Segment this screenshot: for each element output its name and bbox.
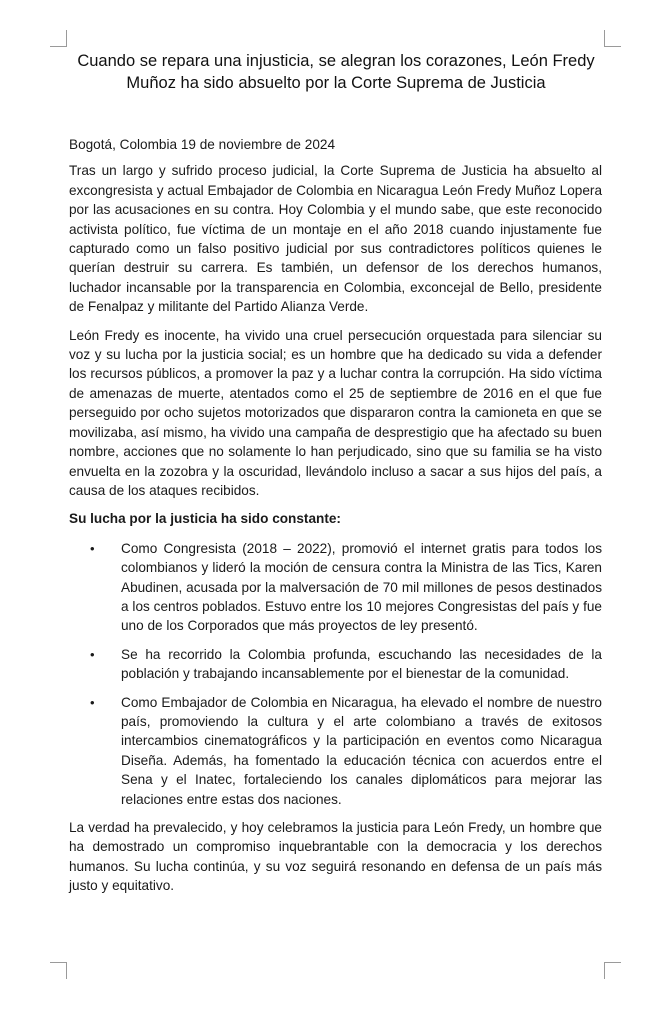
bullet-icon: • [90, 694, 95, 710]
list-item [90, 693, 602, 809]
section-subheading: Su lucha por la justicia ha sido constante: [69, 511, 341, 527]
document-body [69, 135, 602, 905]
paragraph-persecution: León Fredy es inocente, ha vivido una cruel persecución orquestada para silenciar su voz y su lucha por la justicia social; es un hombre que ha dedicado su vida a defender los recursos públicos, a promover la paz y a luchar contra la corrupción. Ha sido víctima de amenazas de muerte, atentados como el 25 de septiembre de 2016 en el que fue perseguido por ocho sujetos motorizados que dispararon contra la camioneta en que se movilizaba, así mismo, ha vivido una campaña de desprestigio que ha afectado su buen nombre, acciones que no solamente lo han perjudicado, sino que su familia se ha visto envuelta en la zozobra y la oscuridad, llevándolo incluso a sacar a sus hijos del país, a causa de los ataques recibidos. [69, 327, 602, 498]
list-item [90, 539, 602, 636]
document-title: Cuando se repara una injusticia, se alegran los corazones, León Fredy Muñoz ha sido absuelto por la Corte Suprema de Justicia [77, 52, 595, 92]
list-item-text: Como Embajador de Colombia en Nicaragua, ha elevado el nombre de nuestro país, promoviendo la cultura y el arte colombiano a través de exitosos intercambios cinematográficos y la participación en eventos como Nicaragua Diseña. Además, ha fomentado la educación técnica con acuerdos entre el Sena y el Inatec, fortaleciendo los canales diplomáticos para mejorar las relaciones entre estas dos naciones. [121, 694, 602, 807]
crop-mark-top-left [50, 30, 67, 47]
bullet-icon: • [90, 646, 95, 662]
paragraph-intro: Tras un largo y sufrido proceso judicial, la Corte Suprema de Justicia ha absuelto al excongresista y actual Embajador de Colombia en Nicaragua León Fredy Muñoz Lopera por las acusaciones en su contra. Hoy Colombia y el mundo sabe, que este reconocido activista político, fue víctima de un montaje en el año 2018 cuando injustamente fue capturado como un falso positivo judicial por sus contradictores políticos quienes le querían destruir su carrera. Es también, un defensor de los derechos humanos, luchador incansable por la transparencia en Colombia, exconcejal de Bello, presidente de Fenalpaz y militante del Partido Alianza Verde. [69, 163, 602, 315]
list-item [90, 645, 602, 684]
achievements-list [69, 539, 602, 809]
list-item-text: Como Congresista (2018 – 2022), promovió el internet gratis para todos los colombianos y lideró la moción de censura contra la Ministra de las Tics, Karen Abudinen, acusada por la malversación de 70 mil millones de pesos destinados a los centros poblados. Estuvo entre los 10 mejores Congresistas del país y fue uno de los Corporados que más proyectos de ley presentó. [121, 540, 602, 634]
dateline: Bogotá, Colombia 19 de noviembre de 2024 [69, 137, 336, 152]
paragraph-closing: La verdad ha prevalecido, y hoy celebramos la justicia para León Fredy, un hombre que ha demostrado un compromiso inquebrantable con la democracia y los derechos humanos. Su lucha continúa, y su voz seguirá resonando en defensa de un país más justo y equitativo. [69, 820, 602, 894]
crop-mark-bottom-left [50, 962, 67, 979]
crop-mark-top-right [604, 30, 621, 47]
crop-mark-bottom-right [604, 962, 621, 979]
bullet-icon: • [90, 540, 95, 556]
list-item-text: Se ha recorrido la Colombia profunda, escuchando las necesidades de la población y trabajando incansablemente por el bienestar de la comunidad. [121, 646, 602, 682]
